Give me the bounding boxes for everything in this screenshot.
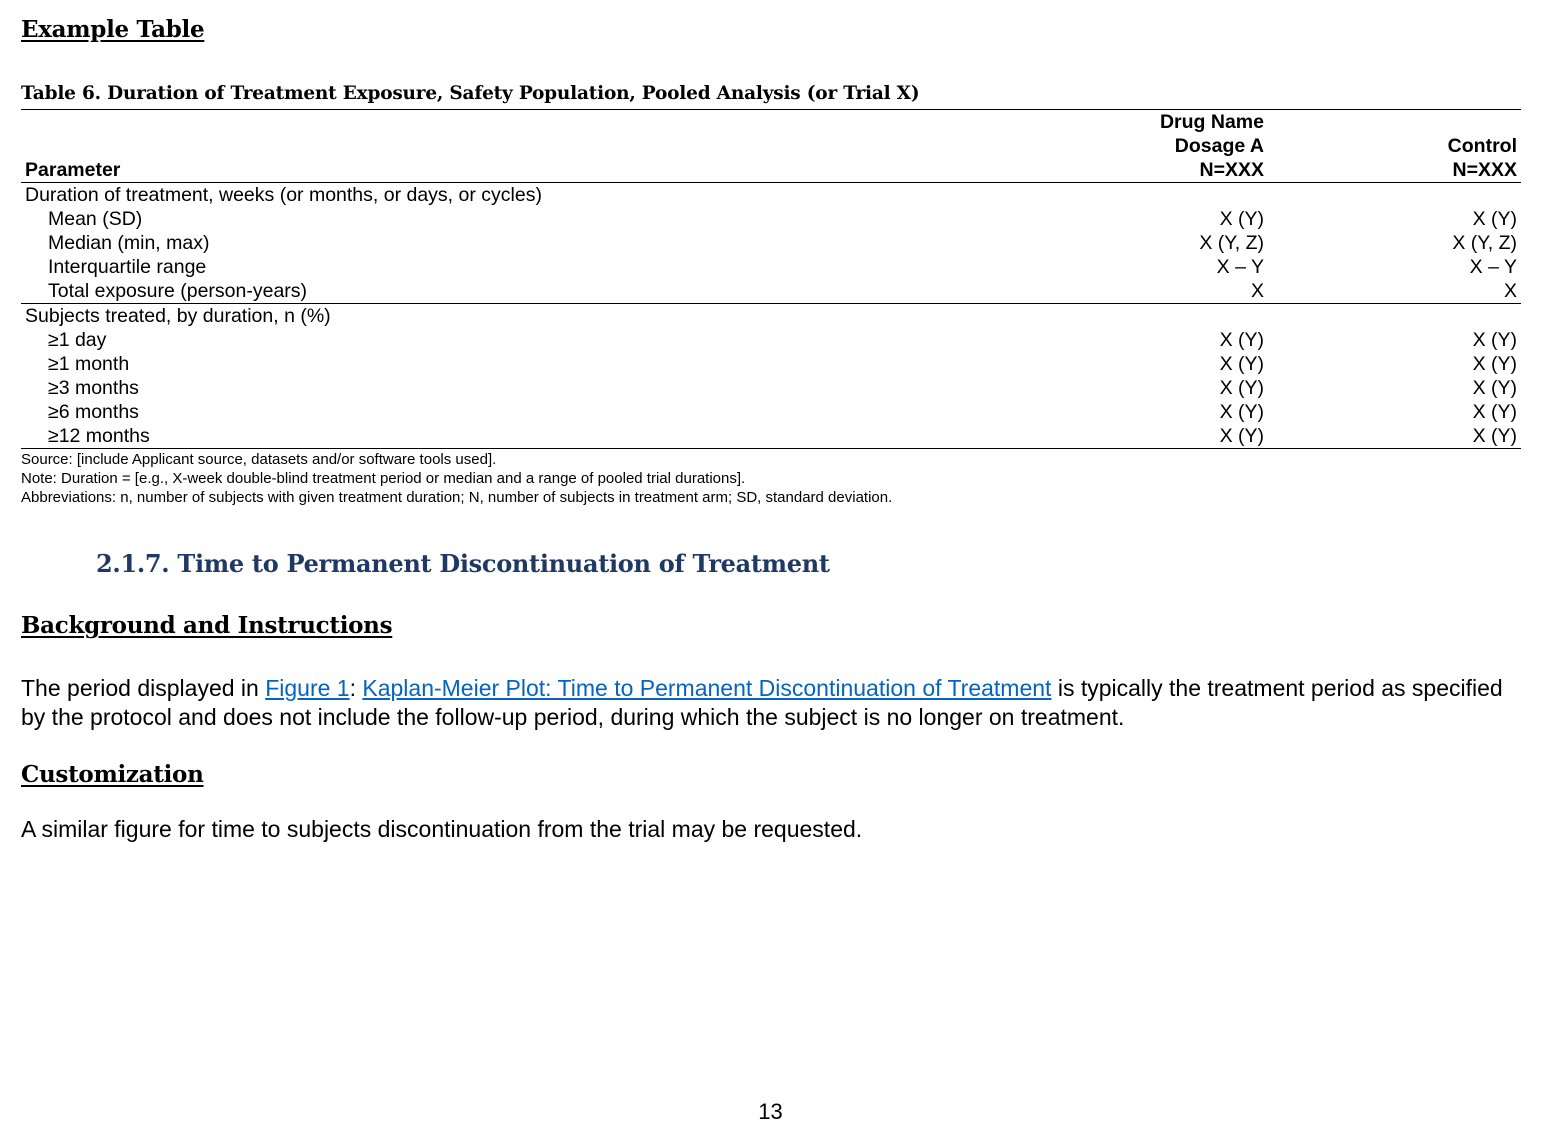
row-label: Mean (SD) [48, 208, 143, 230]
background-paragraph [21, 674, 1521, 732]
row-label: Total exposure (person-years) [48, 280, 308, 302]
page-number: 13 [758, 1099, 783, 1124]
drug-value: X – Y [1216, 256, 1264, 278]
control-value: X (Y, Z) [1452, 232, 1517, 254]
background-text-before: The period displayed in [21, 675, 266, 701]
table-row [21, 400, 1521, 424]
control-value: X (Y) [1472, 401, 1517, 423]
customization-paragraph: A similar figure for time to subjects discontinuation from the trial may be requested. [21, 816, 863, 842]
row-label: ≥3 months [48, 377, 139, 399]
group-label: Duration of treatment, weeks (or months, or days, or cycles) [25, 184, 542, 206]
drug-value: X (Y) [1219, 353, 1264, 375]
row-label: ≥12 months [48, 425, 150, 447]
section-heading: 2.1.7. Time to Permanent Discontinuation of Treatment [96, 549, 830, 578]
control-value: X (Y) [1472, 377, 1517, 399]
control-value: X (Y) [1472, 353, 1517, 375]
control-value: X (Y) [1472, 329, 1517, 351]
table-header-row [21, 110, 1521, 183]
kaplan-meier-link[interactable]: Kaplan-Meier Plot: Time to Permanent Discontinuation of Treatment [362, 675, 1052, 701]
header-drug [1021, 110, 1268, 183]
table-caption: Table 6. Duration of Treatment Exposure, Safety Population, Pooled Analysis (or Trial X) [21, 83, 920, 104]
row-label: ≥1 month [48, 353, 130, 375]
example-table-heading: Example Table [21, 16, 205, 43]
header-drug-dosage: Dosage A [1174, 135, 1264, 157]
drug-value: X (Y) [1219, 208, 1264, 230]
drug-value: X [1250, 280, 1264, 302]
drug-value: X (Y, Z) [1199, 232, 1264, 254]
control-value: X – Y [1469, 256, 1517, 278]
drug-value: X (Y) [1219, 425, 1264, 447]
group-header-row [21, 304, 1521, 329]
header-control-n: N=XXX [1452, 159, 1517, 181]
row-label: Interquartile range [48, 256, 207, 278]
background-text-after: is typically the treatment period as specified by the protocol and does not include the follow-up period, during which the subject is no longer on treatment. [21, 675, 1503, 730]
drug-value: X (Y) [1219, 377, 1264, 399]
table-row [21, 352, 1521, 376]
control-value: X (Y) [1472, 208, 1517, 230]
background-heading: Background and Instructions [21, 612, 393, 639]
footnote-abbreviations: Abbreviations: n, number of subjects with given treatment duration; N, number of subjects in treatment arm; SD, standard deviation. [21, 489, 893, 506]
row-label: Median (min, max) [48, 232, 210, 254]
group-label: Subjects treated, by duration, n (%) [25, 305, 331, 327]
header-parameter: Parameter [25, 159, 121, 181]
table-row [21, 376, 1521, 400]
table-row [21, 207, 1521, 231]
control-value: X (Y) [1472, 425, 1517, 447]
customization-heading: Customization [21, 761, 204, 788]
header-drug-n: N=XXX [1199, 159, 1264, 181]
group-header-row [21, 183, 1521, 208]
treatment-exposure-table [21, 109, 1521, 449]
figure-1-link[interactable]: Figure 1 [265, 675, 350, 701]
link-separator: : [349, 675, 363, 701]
footnote-source: Source: [include Applicant source, datasets and/or software tools used]. [21, 451, 497, 468]
table-row [21, 328, 1521, 352]
header-control-name: Control [1447, 135, 1517, 157]
table-row [21, 231, 1521, 255]
header-drug-name: Drug Name [1159, 111, 1264, 133]
table-footnotes [21, 450, 892, 507]
table-row [21, 255, 1521, 279]
table-row [21, 424, 1521, 449]
row-label: ≥1 day [48, 329, 107, 351]
header-control [1268, 110, 1521, 183]
row-label: ≥6 months [48, 401, 139, 423]
table-row [21, 279, 1521, 304]
drug-value: X (Y) [1219, 329, 1264, 351]
control-value: X [1503, 280, 1517, 302]
footnote-note: Note: Duration = [e.g., X-week double-blind treatment period or median and a range of pooled trial durations]. [21, 470, 746, 487]
drug-value: X (Y) [1219, 401, 1264, 423]
